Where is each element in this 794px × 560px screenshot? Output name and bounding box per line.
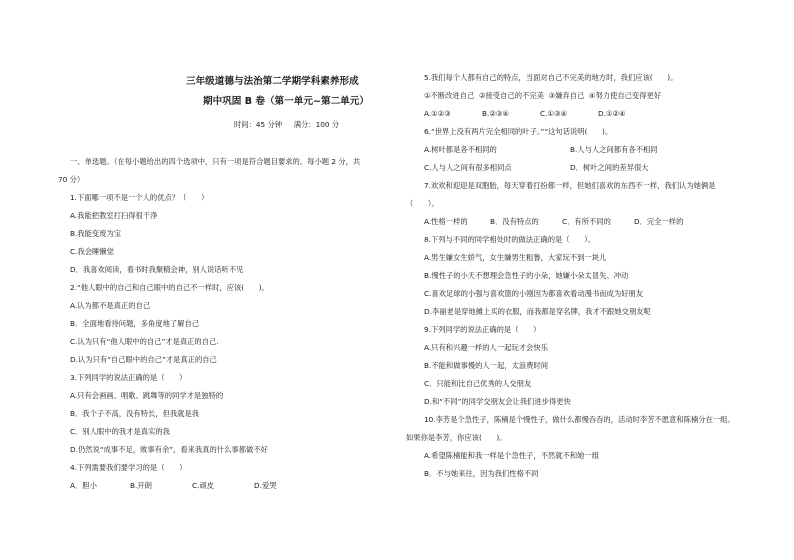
question-option: D.仍然说“成事不足，败事有余”，看来我真的什么事都做不好 bbox=[70, 445, 268, 454]
question-option bbox=[424, 91, 661, 101]
question-option: A.希望陈楠能和我一样是个急性子，不然就不和她一组 bbox=[424, 451, 600, 460]
statement: ①不断改进自己 bbox=[424, 91, 475, 100]
question-option: A.①②③ bbox=[424, 109, 451, 118]
question-option: D．树叶之间的差异很大 bbox=[570, 163, 649, 172]
question-option: D.和“不同”的同学交朋友会让我们进步得更快 bbox=[424, 397, 571, 406]
statement: ④努力使自己变得更好 bbox=[588, 91, 662, 100]
question-option: B.人与人之间都有各不相同 bbox=[570, 145, 658, 154]
question-stem: 6.“世界上没有两片完全相同的叶子。”“这句话说明( )。 bbox=[424, 127, 613, 136]
question-option: D．完全一样的 bbox=[634, 217, 684, 226]
question-option: A.性格一样的 bbox=[424, 217, 468, 226]
statement: ②接受自己的不完美 bbox=[478, 91, 544, 100]
question-stem: 10.李芳是个急性子，陈楠是个慢性子，做什么都慢吞吞的，活动时李芳不愿意和陈楠分在一组。 bbox=[424, 415, 735, 424]
question-stem: 4.下列需要我们要学习的是（ ） bbox=[70, 463, 187, 472]
question-option: A.只有和兴趣一样的人一起玩才会快乐 bbox=[424, 343, 548, 352]
question-stem: 8.下列与不同的同学相处时的做法正确的是（ ）。 bbox=[424, 235, 596, 244]
question-option: A.我能把教室打扫得很干净 bbox=[70, 211, 158, 220]
question-option: A．胆小 bbox=[70, 481, 97, 490]
exam-title-line2: 期中巩固 B 卷（第一单元~第二单元） bbox=[203, 96, 369, 107]
question-option: B.开朗 bbox=[130, 481, 152, 490]
question-stem: 2.“他人眼中的自己和自己眼中的自己不一样时，应该( )。 bbox=[70, 283, 269, 292]
question-option: C.①③④ bbox=[540, 109, 568, 118]
question-option: D.爱哭 bbox=[254, 481, 277, 490]
question-option: D.①②④ bbox=[598, 109, 626, 118]
question-option: D．我喜欢阅读，看书时我聚精会神，别人说话听不见 bbox=[70, 265, 244, 274]
question-option: B．全面地看待问题，多角度地了解自己 bbox=[70, 319, 200, 328]
question-option: D.李丽老是穿地摊上买的衣服，而我都是穿名牌，我才不跟她交朋友呢 bbox=[424, 307, 651, 316]
exam-score: 满分：100 分 bbox=[293, 120, 340, 129]
question-option: C．有所不同的 bbox=[562, 217, 611, 226]
section-intro-line2: 70 分） bbox=[58, 175, 85, 184]
question-stem: 3.下列同学的说法正确的是（ ） bbox=[70, 373, 187, 382]
statement: ③嫌弃自己 bbox=[548, 91, 585, 100]
question-option: B.慢性子的小天不想理会急性子的小朵，她嫌小朵太冒失、冲动 bbox=[424, 271, 629, 280]
question-option: C.人与人之间有很多相同点 bbox=[424, 163, 512, 172]
exam-title-line1: 三年级道德与法治第二学期学科素养形成 bbox=[186, 76, 359, 87]
question-option: A.认为都不是真正的自己 bbox=[70, 301, 151, 310]
question-stem-cont: （ ）。 bbox=[406, 199, 439, 208]
question-stem: 9.下列同学的说法正确的是（ ） bbox=[424, 325, 541, 334]
question-option: C.喜欢足球的小强与喜欢篮的小刚因为都喜欢看动漫书而成为好朋友 bbox=[424, 289, 644, 298]
question-option: C．只能和比自己优秀的人交朋友 bbox=[424, 379, 532, 388]
question-option: C.认为只有“他人眼中的自己”才是真正的自己. bbox=[70, 337, 219, 346]
question-option: A.只有会画画、唱歌、跳舞等的同学才是独特的 bbox=[70, 391, 224, 400]
question-option: B.我能变废为宝 bbox=[70, 229, 122, 238]
question-stem-cont: 如果你是李芳，你应该( )。 bbox=[406, 433, 507, 442]
section-intro-line1: 一、单选题。（在每小题给出的四个选项中，只有一项是符合题目要求的。每小题 2 分，共 bbox=[70, 157, 361, 166]
question-option: A.树叶都是各不相同的 bbox=[424, 145, 497, 154]
question-option: A.男生嫌女生娇气，女生嫌男生粗鲁，大家玩不到一块儿 bbox=[424, 253, 607, 262]
question-stem: 7.欢欢和迎迎是双胞胎，每天穿着打扮都一样，但她们喜欢的东西不一样，我们认为她俩是 bbox=[424, 181, 716, 190]
question-option: B．我个子不高，没有特长，但我就是我 bbox=[70, 409, 200, 418]
exam-time: 时间：45 分钟 bbox=[234, 120, 283, 129]
question-option: C.顽皮 bbox=[192, 481, 215, 490]
question-stem: 5.我们每个人都有自己的特点，当面对自己不完美的地方时，我们应该( )。 bbox=[424, 73, 678, 82]
exam-meta bbox=[234, 120, 339, 130]
question-stem: 1.下面哪一项不是一个人的优点？（ ） bbox=[70, 193, 209, 202]
question-option: C.我会睡懒觉 bbox=[70, 247, 114, 256]
question-option: B.不能和做事慢的人一起，太浪费时间 bbox=[424, 361, 549, 370]
question-option: B．没有特点的 bbox=[490, 217, 539, 226]
question-option: B.②③④ bbox=[482, 109, 509, 118]
question-option: B．不与她来往，因为我们性格不同 bbox=[424, 469, 539, 478]
question-option: D.认为只有“自己眼中的自己”才是真正的自己 bbox=[70, 355, 217, 364]
question-option: C．别人眼中的我才是真实的我 bbox=[70, 427, 170, 436]
